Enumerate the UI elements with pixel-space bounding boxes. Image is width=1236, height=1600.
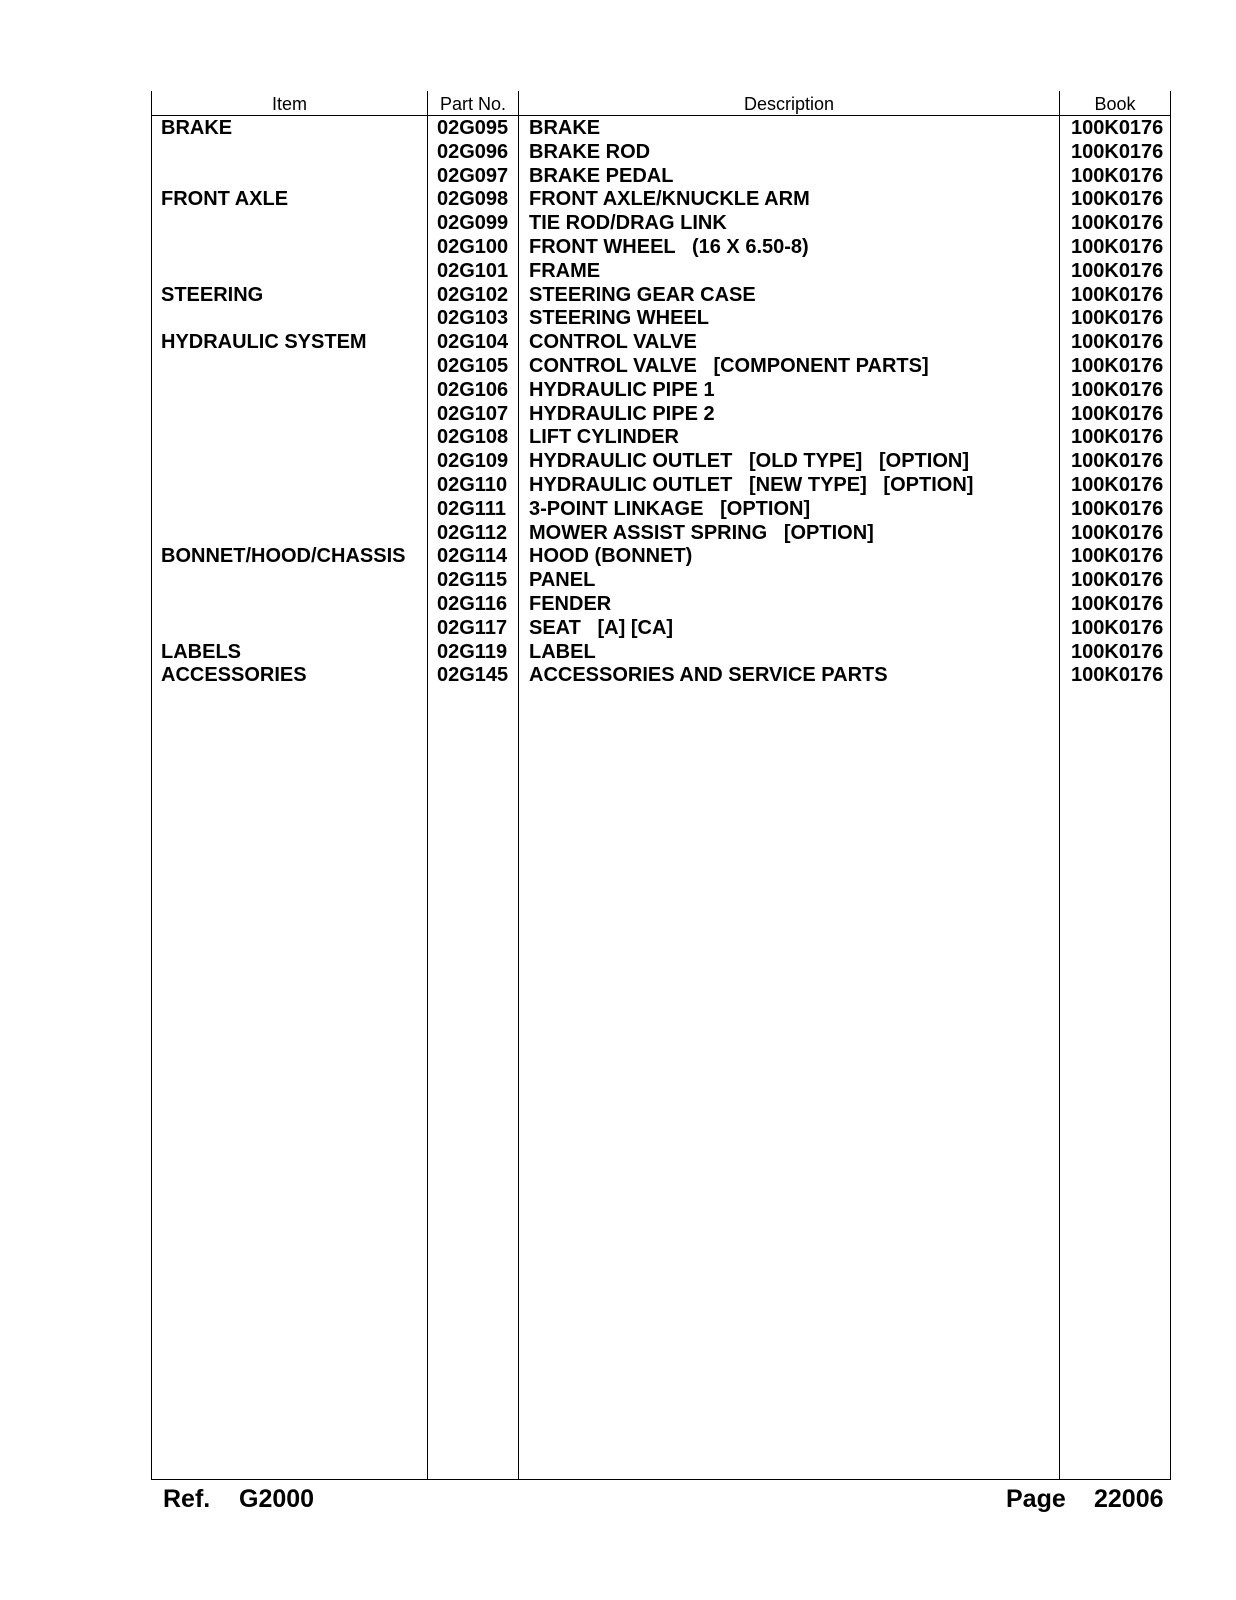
ref-value: G2000 [239, 1485, 315, 1513]
header-book: Book [1094, 94, 1136, 114]
page-number: 22006 [1094, 1485, 1164, 1513]
description-cell: HOOD (BONNET) [529, 545, 693, 568]
part-no-cell: 02G101 [437, 259, 509, 282]
part-no-cell: 02G115 [437, 569, 508, 592]
table-row [0, 474, 1236, 498]
table-row [0, 236, 1236, 260]
table-row [0, 117, 1236, 141]
part-no-cell: 02G116 [437, 592, 508, 615]
description-cell: STEERING WHEEL [529, 307, 710, 330]
table-row [0, 212, 1236, 236]
book-cell: 100K0176 [1071, 402, 1164, 425]
part-no-cell: 02G096 [437, 140, 509, 163]
description-cell: FRONT WHEEL (16 X 6.50-8) [529, 235, 809, 258]
table-row [0, 426, 1236, 450]
table-row [0, 141, 1236, 165]
description-cell: STEERING GEAR CASE [529, 283, 756, 306]
description-cell: FENDER [529, 592, 612, 615]
book-cell: 100K0176 [1071, 283, 1164, 306]
part-no-cell: 02G105 [437, 354, 509, 377]
description-cell: HYDRAULIC OUTLET [NEW TYPE] [OPTION] [529, 473, 974, 496]
description-cell: LABEL [529, 640, 596, 663]
book-cell: 100K0176 [1071, 592, 1164, 615]
table-row [0, 498, 1236, 522]
part-no-cell: 02G107 [437, 402, 509, 425]
part-no-cell: 02G097 [437, 164, 509, 187]
table-row [0, 664, 1236, 688]
table-row [0, 284, 1236, 308]
book-cell: 100K0176 [1071, 569, 1164, 592]
table-row [0, 641, 1236, 665]
part-no-cell: 02G110 [437, 473, 508, 496]
part-no-cell: 02G100 [437, 235, 509, 258]
book-cell: 100K0176 [1071, 664, 1164, 687]
book-cell: 100K0176 [1071, 426, 1164, 449]
item-cell: FRONT AXLE [161, 188, 289, 211]
table-row [0, 593, 1236, 617]
part-no-cell: 02G111 [437, 497, 506, 520]
table-row [0, 331, 1236, 355]
part-no-cell: 02G145 [437, 664, 509, 687]
item-cell: STEERING [161, 283, 264, 306]
table-row [0, 569, 1236, 593]
description-cell: CONTROL VALVE [529, 331, 697, 354]
description-cell: FRONT AXLE/KNUCKLE ARM [529, 188, 810, 211]
part-no-cell: 02G117 [437, 616, 508, 639]
description-cell: ACCESSORIES AND SERVICE PARTS [529, 664, 888, 687]
part-no-cell: 02G108 [437, 426, 509, 449]
part-no-cell: 02G098 [437, 188, 509, 211]
book-cell: 100K0176 [1071, 235, 1164, 258]
book-cell: 100K0176 [1071, 450, 1164, 473]
book-cell: 100K0176 [1071, 616, 1164, 639]
description-cell: MOWER ASSIST SPRING [OPTION] [529, 521, 874, 544]
description-cell: FRAME [529, 259, 601, 282]
book-cell: 100K0176 [1071, 378, 1164, 401]
part-no-cell: 02G099 [437, 212, 509, 235]
book-cell: 100K0176 [1071, 545, 1164, 568]
item-cell: ACCESSORIES [161, 664, 307, 687]
book-cell: 100K0176 [1071, 354, 1164, 377]
table-row [0, 355, 1236, 379]
part-no-cell: 02G104 [437, 331, 509, 354]
book-cell: 100K0176 [1071, 259, 1164, 282]
item-cell: HYDRAULIC SYSTEM [161, 331, 367, 354]
parts-table-body [0, 117, 1236, 688]
description-cell: BRAKE ROD [529, 140, 651, 163]
header-item: Item [271, 94, 307, 114]
book-cell: 100K0176 [1071, 188, 1164, 211]
part-no-cell: 02G109 [437, 450, 509, 473]
description-cell: CONTROL VALVE [COMPONENT PARTS] [529, 354, 929, 377]
table-row [0, 450, 1236, 474]
description-cell: 3-POINT LINKAGE [OPTION] [529, 497, 811, 520]
table-row [0, 403, 1236, 427]
table-row [0, 307, 1236, 331]
ref-label: Ref. [163, 1485, 211, 1513]
part-no-cell: 02G119 [437, 640, 508, 663]
part-no-cell: 02G103 [437, 307, 509, 330]
table-row [0, 617, 1236, 641]
header-underline [151, 115, 1171, 116]
description-cell: SEAT [A] [CA] [529, 616, 674, 639]
book-cell: 100K0176 [1071, 473, 1164, 496]
description-cell: BRAKE [529, 117, 601, 139]
table-row [0, 165, 1236, 189]
book-cell: 100K0176 [1071, 212, 1164, 235]
item-cell: BONNET/HOOD/CHASSIS [161, 545, 406, 568]
book-cell: 100K0176 [1071, 117, 1164, 139]
book-cell: 100K0176 [1071, 140, 1164, 163]
page-label: Page [1006, 1485, 1066, 1513]
table-row [0, 260, 1236, 284]
part-no-cell: 02G106 [437, 378, 509, 401]
book-cell: 100K0176 [1071, 307, 1164, 330]
table-row [0, 379, 1236, 403]
item-cell: BRAKE [161, 117, 233, 139]
table-bottom-line [151, 1479, 1171, 1480]
part-no-cell: 02G114 [437, 545, 508, 568]
item-cell: LABELS [161, 640, 241, 663]
book-cell: 100K0176 [1071, 521, 1164, 544]
table-row [0, 188, 1236, 212]
description-cell: HYDRAULIC PIPE 1 [529, 378, 715, 401]
book-cell: 100K0176 [1071, 331, 1164, 354]
part-no-cell: 02G112 [437, 521, 508, 544]
book-cell: 100K0176 [1071, 497, 1164, 520]
header-description: Description [743, 94, 835, 114]
part-no-cell: 02G102 [437, 283, 509, 306]
description-cell: HYDRAULIC PIPE 2 [529, 402, 715, 425]
description-cell: PANEL [529, 569, 596, 592]
description-cell: LIFT CYLINDER [529, 426, 679, 449]
part-no-cell: 02G095 [437, 117, 509, 139]
header-part-no: Part No. [439, 94, 507, 114]
description-cell: TIE ROD/DRAG LINK [529, 212, 727, 235]
table-row [0, 522, 1236, 546]
book-cell: 100K0176 [1071, 164, 1164, 187]
description-cell: HYDRAULIC OUTLET [OLD TYPE] [OPTION] [529, 450, 969, 473]
description-cell: BRAKE PEDAL [529, 164, 674, 187]
table-row [0, 545, 1236, 569]
book-cell: 100K0176 [1071, 640, 1164, 663]
